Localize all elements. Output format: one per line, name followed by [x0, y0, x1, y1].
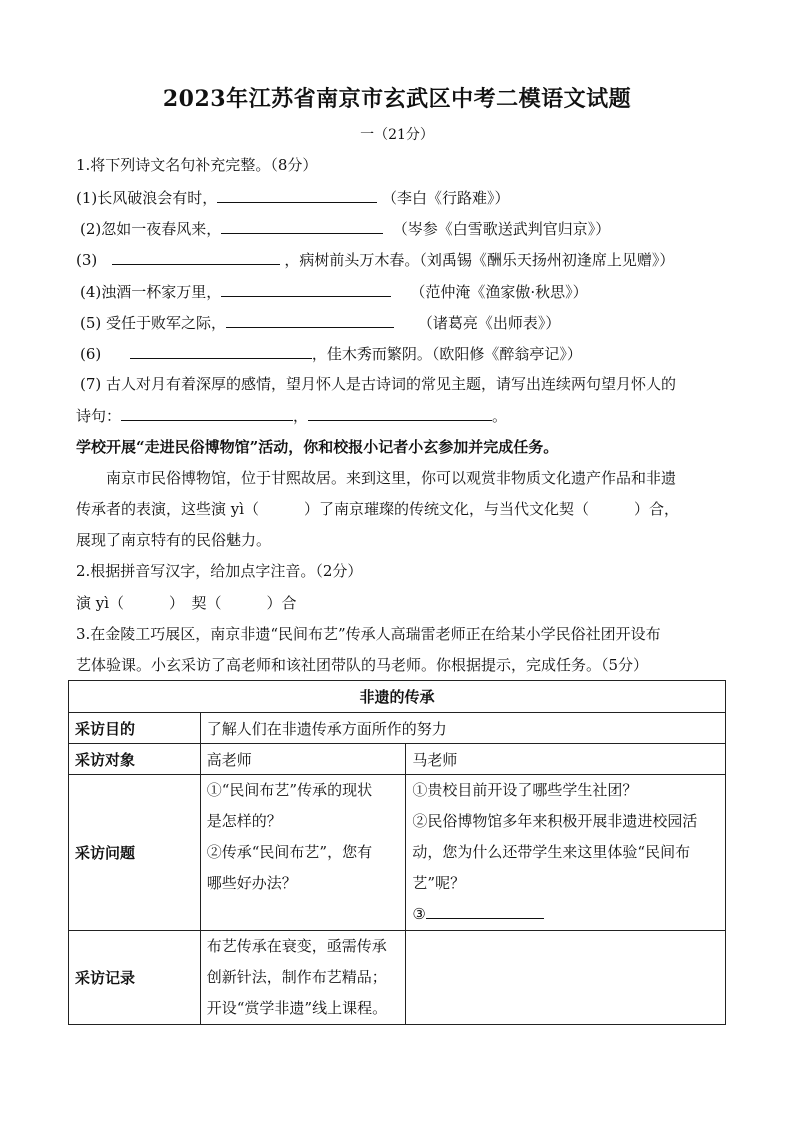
answer-blank[interactable]: [217, 187, 377, 203]
gao-question-line: ①“民间布艺”传承的现状: [206, 781, 373, 799]
q1-item-4-after: （范仲淹《渔家傲·秋思》）: [410, 283, 588, 301]
q1-item-5-before: (5) 受任于败军之际，: [80, 314, 227, 332]
passage-line-1: 南京市民俗博物馆，位于甘熙故居。来到这里，你可以观赏非物质文化遗产作品和非遗: [106, 469, 677, 487]
q3-prompt-line-1: 3.在金陵工巧展区，南京非遗“民间布艺”传承人高瑞雷老师正在给某小学民俗社团开设布: [76, 625, 661, 643]
gao-questions: [200, 775, 406, 931]
q1-item-7-prefix: 诗句：: [76, 407, 122, 425]
record-label: 采访记录: [69, 931, 201, 1025]
passage-line-2: 传承者的表演，这些演 yì（ ）了南京璀璨的传统文化，与当代文化契（ ）合，: [76, 500, 680, 518]
passage-line-3: 展现了南京特有的民俗魅力。: [76, 531, 272, 549]
interview-table: [68, 680, 726, 1025]
target-label: 采访对象: [69, 744, 201, 775]
answer-blank[interactable]: [130, 343, 312, 359]
q1-item-6: [80, 343, 582, 364]
answer-blank[interactable]: [112, 249, 280, 265]
gao-record-line: 布艺传承在衰变，亟需传承: [206, 937, 387, 955]
gao-record: [200, 931, 406, 1025]
q1-item-3: [76, 249, 674, 270]
ma-question-line: 艺”呢？: [412, 874, 466, 892]
q1-prompt: 1.将下列诗文名句补充完整。（8分）: [76, 156, 318, 174]
answer-blank[interactable]: [221, 281, 391, 297]
q3-prompt-line-2: 艺体验课。小玄采访了高老师和该社团带队的马老师。你根据提示，完成任务。（5分）: [76, 656, 649, 674]
gao-record-line: 开设“赏学非遗”线上课程。: [206, 999, 388, 1017]
ma-question-line: ②民俗博物馆多年来积极开展非遗进校园活: [412, 812, 698, 830]
section-heading: 一（21分）: [360, 127, 434, 143]
answer-blank[interactable]: [221, 218, 383, 234]
q1-item-4-before: (4)浊酒一杯家万里，: [80, 283, 222, 301]
task-intro: 学校开展“走进民俗博物馆”活动，你和校报小记者小玄参加并完成任务。: [76, 438, 559, 456]
q1-item-2: [80, 218, 610, 239]
answer-blank[interactable]: [308, 405, 492, 421]
q1-item-7-separator: ，: [293, 407, 309, 425]
document-title: 2023年江苏省南京市玄武区中考二模语文试题: [162, 86, 632, 112]
answer-blank[interactable]: [121, 405, 293, 421]
q1-item-7-line1: (7) 古人对月有着深厚的感情，望月怀人是古诗词的常见主题，请写出连续两句望月怀人的: [80, 375, 677, 393]
q1-item-7-end: 。: [492, 407, 508, 425]
q1-item-1-before: (1)长风破浪会有时，: [76, 189, 218, 207]
q1-item-4: [80, 281, 588, 302]
gao-question-line: 是怎样的？: [206, 812, 282, 830]
q1-item-5: [80, 312, 560, 333]
q1-item-6-after: ，佳木秀而繁阴。（欧阳修《醉翁亭记》）: [311, 345, 582, 363]
ma-record-answer-cell[interactable]: [406, 931, 726, 1025]
ma-question-line: ①贵校目前开设了哪些学生社团？: [412, 781, 638, 799]
gao-record-line: 创新针法，制作布艺精品；: [206, 968, 387, 986]
ma-question-3: [412, 899, 719, 930]
table-title: 非遗的传承: [69, 681, 726, 713]
q1-item-6-before: (6): [80, 345, 102, 363]
q1-item-3-after: ，病树前头万木春。（刘禹锡《酬乐天扬州初逢席上见赠》）: [284, 251, 675, 269]
answer-blank[interactable]: [226, 312, 394, 328]
q1-item-2-after: （岑参《白雪歌送武判官归京》）: [392, 220, 611, 238]
q2-prompt: 2.根据拼音写汉字，给加点字注音。（2分）: [76, 562, 363, 580]
q1-item-7-line2: [76, 405, 507, 426]
q1-item-3-before: (3): [76, 251, 98, 269]
q1-item-1-after: （李白《行路难》）: [382, 189, 510, 207]
ma-question-3-prefix: ③: [412, 905, 426, 923]
target-gao: 高老师: [200, 744, 406, 775]
gao-question-line: 哪些好办法？: [206, 874, 297, 892]
ma-questions: [406, 775, 726, 931]
ma-question-line: 动，您为什么还带学生来这里体验“民间布: [412, 843, 691, 861]
q2-answer-line: 演 yì（ ） 契（ ）合: [76, 594, 297, 612]
gao-question-line: ②传承“民间布艺”，您有: [206, 843, 373, 861]
purpose-label: 采访目的: [69, 713, 201, 744]
q1-item-1: [76, 187, 510, 208]
answer-blank[interactable]: [426, 903, 544, 919]
target-ma: 马老师: [406, 744, 726, 775]
questions-label: 采访问题: [69, 775, 201, 931]
purpose-value: 了解人们在非遗传承方面所作的努力: [200, 713, 725, 744]
q1-item-5-after: （诸葛亮《出师表》）: [417, 314, 561, 332]
q1-item-2-before: (2)忽如一夜春风来，: [80, 220, 222, 238]
